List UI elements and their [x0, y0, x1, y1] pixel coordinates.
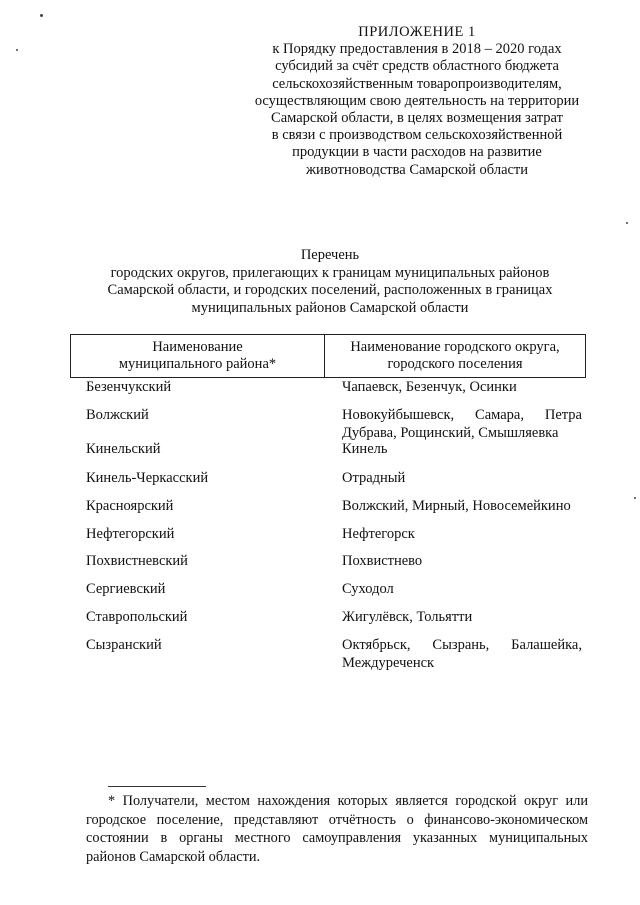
district-name: Кинель-Черкасский [86, 470, 209, 486]
district-name: Волжский [86, 407, 149, 423]
header-line: Наименование городского округа, [350, 339, 560, 355]
list-heading: Перечень [300, 247, 360, 263]
city-list: Октябрьск, Сызрань, Балашейка, Междуреченск [342, 637, 582, 671]
district-name: Ставропольский [86, 609, 188, 625]
city-list: Волжский, Мирный, Новосемейкино [342, 498, 571, 514]
table-header [70, 334, 586, 378]
appendix-header [236, 24, 598, 179]
footnote-divider [108, 786, 206, 787]
appendix-line: к Порядку предоставления в 2018 – 2020 годах [272, 41, 562, 58]
column-header-cities [325, 335, 585, 377]
list-subtitle-line: муниципальных районов Самарской области [191, 299, 469, 316]
city-list: Отрадный [342, 470, 406, 486]
district-name: Нефтегорский [86, 526, 175, 542]
header-line: муниципального района* [118, 356, 277, 372]
scan-speck [16, 49, 18, 51]
appendix-title: ПРИЛОЖЕНИЕ 1 [358, 24, 476, 40]
scan-speck [40, 14, 43, 17]
city-list: Чапаевск, Безенчук, Осинки [342, 379, 517, 395]
appendix-line: сельскохозяйственным товаропроизводителям, [272, 75, 562, 92]
scan-speck [634, 497, 636, 499]
header-line: городского поселения [387, 356, 523, 372]
city-list: Суходол [342, 581, 394, 597]
city-list: Кинель [342, 441, 388, 457]
list-title [60, 247, 600, 317]
appendix-line: осуществляющим свою деятельность на территории [254, 92, 580, 109]
list-subtitle-line: Самарской области, и городских поселений, расположенных в границах [107, 282, 553, 298]
appendix-line: в связи с производством сельскохозяйственной [271, 127, 563, 144]
district-name: Кинельский [86, 441, 161, 457]
district-name: Похвистневский [86, 553, 188, 569]
scan-speck [626, 222, 628, 224]
district-name: Безенчукский [86, 379, 172, 395]
city-list: Похвистнево [342, 553, 423, 569]
appendix-line: продукции в части расходов на развитие [292, 144, 542, 161]
header-line: Наименование [152, 339, 243, 355]
district-name: Красноярский [86, 498, 174, 514]
city-list: Нефтегорск [342, 526, 415, 542]
appendix-line: Самарской области, в целях возмещения затрат [271, 110, 563, 127]
list-subtitle-line: городских округов, прилегающих к границам муниципальных районов [110, 264, 550, 281]
appendix-line: животноводства Самарской области [305, 161, 529, 178]
district-name: Сергиевский [86, 581, 166, 597]
footnote: * Получатели, местом нахождения которых является городской округ или городское поселение, представляют отчётность о финансово-экономическом состоянии в органы местного самоуправления указанных муниципальных районов Самарской области. [86, 793, 588, 865]
district-name: Сызранский [86, 637, 162, 653]
column-header-district [71, 335, 325, 377]
city-list: Новокуйбышевск, Самара, Петра Дубрава, Рощинский, Смышляевка [342, 407, 582, 441]
appendix-line: субсидий за счёт средств областного бюджета [275, 58, 559, 75]
city-list: Жигулёвск, Тольятти [342, 609, 473, 625]
